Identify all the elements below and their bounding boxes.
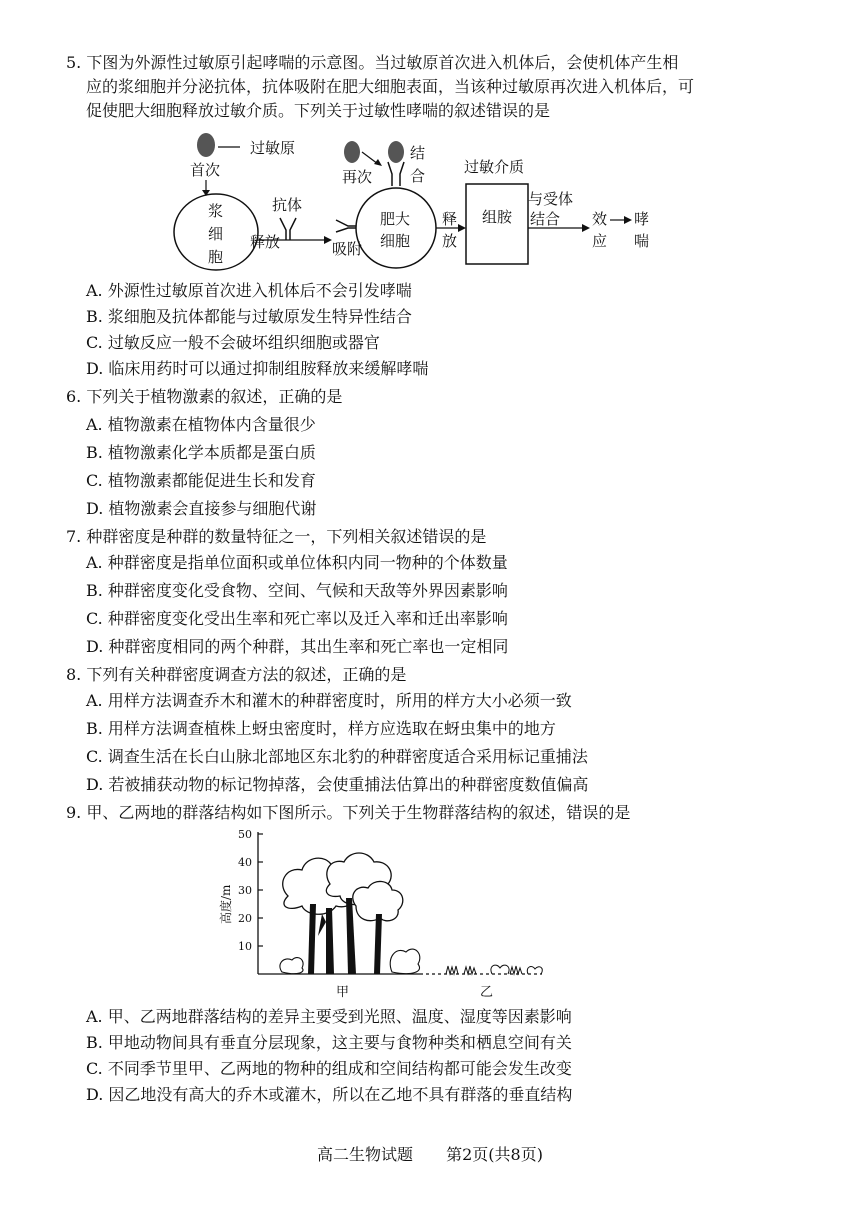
- q6-option-a: A. 植物激素在植物体内含量很少: [86, 415, 316, 434]
- receptor-antibody-icon: [388, 162, 404, 186]
- y-axis-label: 高度/m: [219, 884, 233, 924]
- label-plasma-3: 胞: [208, 248, 224, 266]
- antibody-icon: [280, 218, 296, 240]
- label-bind-1: 结: [410, 144, 426, 162]
- q5-option-a: A. 外源性过敏原首次进入机体后不会引发哮喘: [86, 281, 412, 300]
- page-footer: [0, 1142, 860, 1165]
- label-antibody: 抗体: [272, 196, 303, 214]
- q7-option-b: B. 种群密度变化受食物、空间、气候和天敌等外界因素影响: [86, 581, 508, 600]
- q8-option-c: C. 调查生活在长白山脉北部地区东北豹的种群密度适合采用标记重捕法: [86, 747, 588, 766]
- allergen-second-icon: [344, 141, 360, 163]
- footer-page-number: 第2页(共8页): [446, 1145, 543, 1164]
- q6-option-d: D. 植物激素会直接参与细胞代谢: [86, 499, 317, 518]
- q5-option-d: D. 临床用药时可以通过抑制组胺释放来缓解哮喘: [86, 359, 429, 378]
- label-adsorb: 吸附: [332, 240, 363, 258]
- q5-option-b: B. 浆细胞及抗体都能与过敏原发生特异性结合: [86, 307, 412, 326]
- label-histamine: 组胺: [482, 208, 513, 226]
- mast-cell: [356, 188, 436, 268]
- q8-stem: 8. 下列有关种群密度调查方法的叙述，正确的是: [66, 665, 407, 684]
- footer-subject: 高二生物试题: [317, 1145, 414, 1164]
- label-receptor-2: 结合: [530, 210, 561, 228]
- label-release: 释放: [250, 233, 281, 251]
- ytick-20: 20: [238, 912, 252, 925]
- label-effect-2: 应: [592, 232, 608, 250]
- label-plasma-1: 浆: [208, 202, 224, 220]
- ytick-40: 40: [238, 856, 252, 869]
- label-effect-1: 效: [592, 210, 608, 228]
- label-asthma-1: 哮: [634, 210, 650, 228]
- q9-stem: 9. 甲、乙两地的群落结构如下图所示。下列关于生物群落结构的叙述，错误的是: [66, 803, 631, 822]
- label-plasma-2: 细: [208, 225, 224, 243]
- label-bind-2: 合: [410, 167, 426, 185]
- q5-stem-line-3: 促使肥大细胞释放过敏介质。下列关于过敏性哮喘的叙述错误的是: [86, 101, 551, 120]
- site-b-label: 乙: [480, 985, 494, 1000]
- q9-option-d: D. 因乙地没有高大的乔木或灌木，所以在乙地不具有群落的垂直结构: [86, 1085, 573, 1104]
- q9-option-a: A. 甲、乙两地群落结构的差异主要受到光照、温度、湿度等因素影响: [86, 1007, 572, 1026]
- q7-option-a: A. 种群密度是指单位面积或单位体积内同一物种的个体数量: [86, 553, 508, 572]
- allergen-first-icon: [197, 133, 215, 157]
- community-structure-figure: [210, 826, 550, 1004]
- label-allergen: 过敏原: [250, 139, 296, 157]
- q5-option-c: C. 过敏反应一般不会破坏组织细胞或器官: [86, 333, 380, 352]
- label-release2-2: 放: [442, 232, 458, 250]
- ytick-50: 50: [238, 828, 252, 841]
- q8-option-b: B. 用样方法调查植株上蚜虫密度时，样方应选取在蚜虫集中的地方: [86, 719, 556, 738]
- q8-option-d: D. 若被捕获动物的标记物掉落，会使重捕法估算出的种群密度数值偏高: [86, 775, 589, 794]
- site-a-label: 甲: [336, 985, 350, 1000]
- q8-option-a: A. 用样方法调查乔木和灌木的种群密度时，所用的样方大小必须一致: [86, 691, 572, 710]
- label-receptor-1: 与受体: [528, 190, 574, 208]
- tree-canopy-icons: [283, 853, 403, 921]
- label-asthma-2: 喘: [634, 232, 650, 250]
- q7-option-c: C. 种群密度变化受出生率和死亡率以及迁入率和迁出率影响: [86, 609, 508, 628]
- grass-icons: [446, 965, 542, 974]
- ytick-30: 30: [238, 884, 252, 897]
- label-release2-1: 释: [442, 210, 458, 228]
- q6-option-c: C. 植物激素都能促进生长和发育: [86, 471, 316, 490]
- q9-option-b: B. 甲地动物间具有垂直分层现象，这主要与食物种类和栖息空间有关: [86, 1033, 572, 1052]
- bound-allergen-icon: [388, 141, 404, 163]
- label-first: 首次: [190, 161, 221, 179]
- label-mediator: 过敏介质: [464, 158, 525, 176]
- q5-stem-line-2: 应的浆细胞并分泌抗体，抗体吸附在肥大细胞表面，当该种过敏原再次进入机体后，可: [86, 77, 695, 96]
- label-mast-1: 肥大: [380, 210, 411, 228]
- allergy-asthma-diagram: [160, 132, 680, 280]
- q7-stem: 7. 种群密度是种群的数量特征之一，下列相关叙述错误的是: [66, 527, 487, 546]
- q5-stem-line-1: 5. 下图为外源性过敏原引起哮喘的示意图。当过敏原首次进入机体后，会使机体产生相: [66, 53, 679, 72]
- q6-option-b: B. 植物激素化学本质都是蛋白质: [86, 443, 316, 462]
- q6-stem: 6. 下列关于植物激素的叙述，正确的是: [66, 387, 343, 406]
- q9-option-c: C. 不同季节里甲、乙两地的物种的组成和空间结构都可能会发生改变: [86, 1059, 572, 1078]
- label-again: 再次: [342, 168, 373, 186]
- bound-antibody-icon: [336, 220, 356, 232]
- label-mast-2: 细胞: [380, 232, 411, 250]
- q7-option-d: D. 种群密度相同的两个种群，其出生率和死亡率也一定相同: [86, 637, 509, 656]
- ytick-10: 10: [238, 940, 252, 953]
